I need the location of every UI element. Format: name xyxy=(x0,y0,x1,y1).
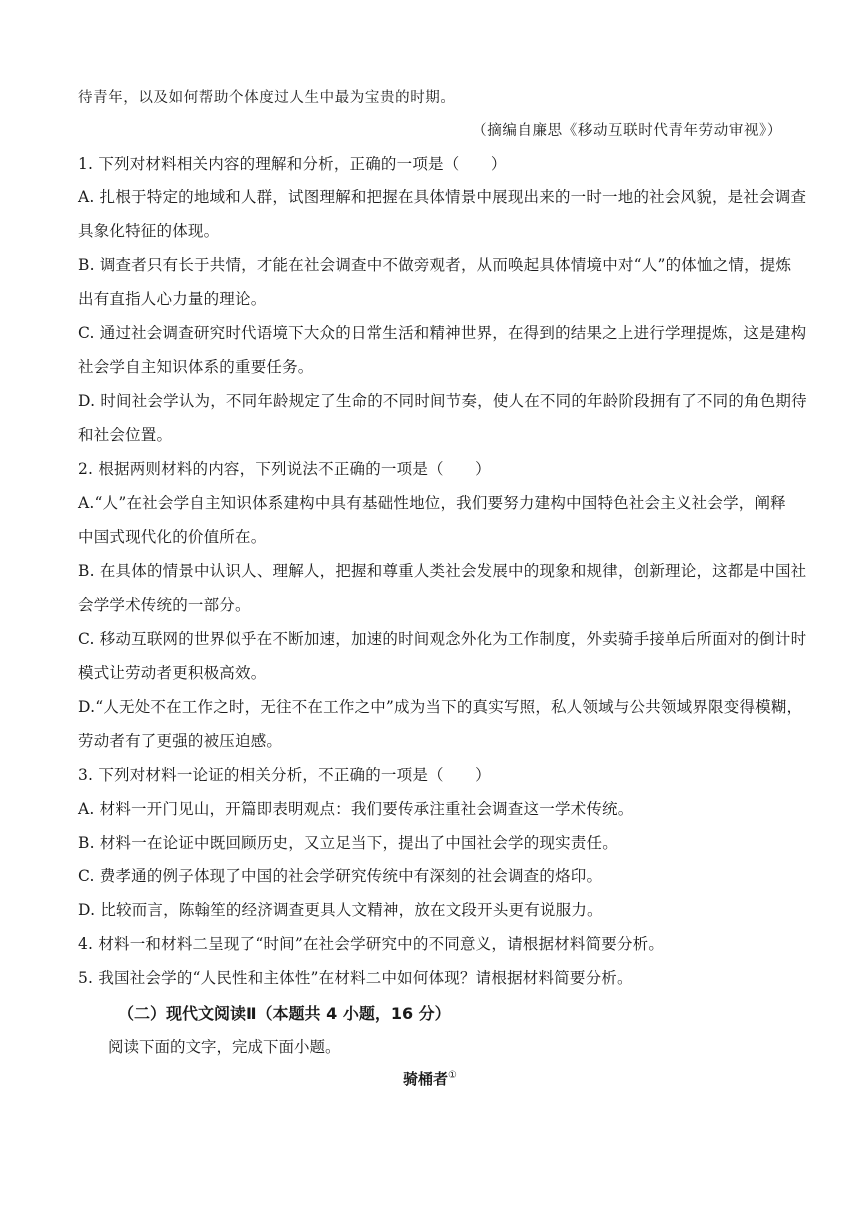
question-3-option-d: D. 比较而言，陈翰笙的经济调查更具人文精神，放在文段开头更有说服力。 xyxy=(78,901,603,919)
question-1-option-c-line-1: C. 通过社会调查研究时代语境下大众的日常生活和精神世界，在得到的结果之上进行学理提炼，这是建构 xyxy=(78,324,807,342)
question-1-option-a-line-1: A. 扎根于特定的地域和人群，试图理解和把握在具体情景中展现出来的一时一地的社会风貌，是社会调查 xyxy=(78,188,807,206)
question-3-option-a: A. 材料一开门见山，开篇即表明观点：我们要传承注重社会调查这一学术传统。 xyxy=(78,800,634,818)
question-2-option-c-line-2: 模式让劳动者更积极高效。 xyxy=(78,664,267,682)
question-4-stem: 4. 材料一和材料二呈现了“时间”在社会学研究中的不同意义，请根据材料简要分析。 xyxy=(78,935,665,953)
question-3-option-c: C. 费孝通的例子体现了中国的社会学研究传统中有深刻的社会调查的烙印。 xyxy=(78,867,603,885)
question-3-option-b: B. 材料一在论证中既回顾历史，又立足当下，提出了中国社会学的现实责任。 xyxy=(78,834,618,852)
passage-last-line: 待青年，以及如何帮助个体度过人生中最为宝贵的时期。 xyxy=(78,90,456,106)
question-2-option-b-line-2: 会学学术传统的一部分。 xyxy=(78,596,251,614)
question-2-stem: 2. 根据两则材料的内容，下列说法不正确的一项是（ ） xyxy=(78,460,491,478)
question-1-stem: 1. 下列对材料相关内容的理解和分析，正确的一项是（ ） xyxy=(78,155,507,173)
question-1-option-b-line-1: B. 调查者只有长于共情，才能在社会调查中不做旁观者，从而唤起具体情境中对“人”的体恤之情，提炼 xyxy=(78,256,792,274)
story-title xyxy=(0,1068,860,1089)
section-2-title: （二）现代文阅读Ⅱ（本题共 4 小题，16 分） xyxy=(118,1004,451,1023)
passage-citation: （摘编自廉思《移动互联时代青年劳动审视》） xyxy=(472,123,782,139)
question-1-option-b-line-2: 出有直指人心力量的理论。 xyxy=(78,290,267,308)
question-2-option-a-line-2: 中国式现代化的价值所在。 xyxy=(78,528,267,546)
question-1-option-d-line-1: D. 时间社会学认为，不同年龄规定了生命的不同时间节奏，使人在不同的年龄阶段拥有了不同的角色期待 xyxy=(78,392,807,410)
question-1-option-c-line-2: 社会学自主知识体系的重要任务。 xyxy=(78,358,314,376)
question-2-option-a-line-1: A.“人”在社会学自主知识体系建构中具有基础性地位，我们要努力建构中国特色社会主义社会学，阐释 xyxy=(78,494,786,512)
question-3-stem: 3. 下列对材料一论证的相关分析，不正确的一项是（ ） xyxy=(78,766,491,784)
question-2-option-c-line-1: C. 移动互联网的世界似乎在不断加速，加速的时间观念外化为工作制度，外卖骑手接单后所面对的倒计时 xyxy=(78,630,807,648)
section-2-instruction: 阅读下面的文字，完成下面小题。 xyxy=(108,1038,341,1056)
story-title-text: 骑桶者 xyxy=(403,1070,449,1088)
question-1-option-d-line-2: 和社会位置。 xyxy=(78,426,173,444)
question-2-option-d-line-2: 劳动者有了更强的被压迫感。 xyxy=(78,732,283,750)
question-2-option-b-line-1: B. 在具体的情景中认识人、理解人，把握和尊重人类社会发展中的现象和规律，创新理论，这都是中国社 xyxy=(78,562,807,580)
question-2-option-d-line-1: D.“人无处不在工作之时，无往不在工作之中”成为当下的真实写照，私人领域与公共领域界限变得模糊， xyxy=(78,698,803,716)
story-footnote-mark: ① xyxy=(448,1070,457,1081)
question-1-option-a-line-2: 具象化特征的体现。 xyxy=(78,222,220,240)
question-5-stem: 5. 我国社会学的“人民性和主体性”在材料二中如何体现？请根据材料简要分析。 xyxy=(78,969,633,987)
